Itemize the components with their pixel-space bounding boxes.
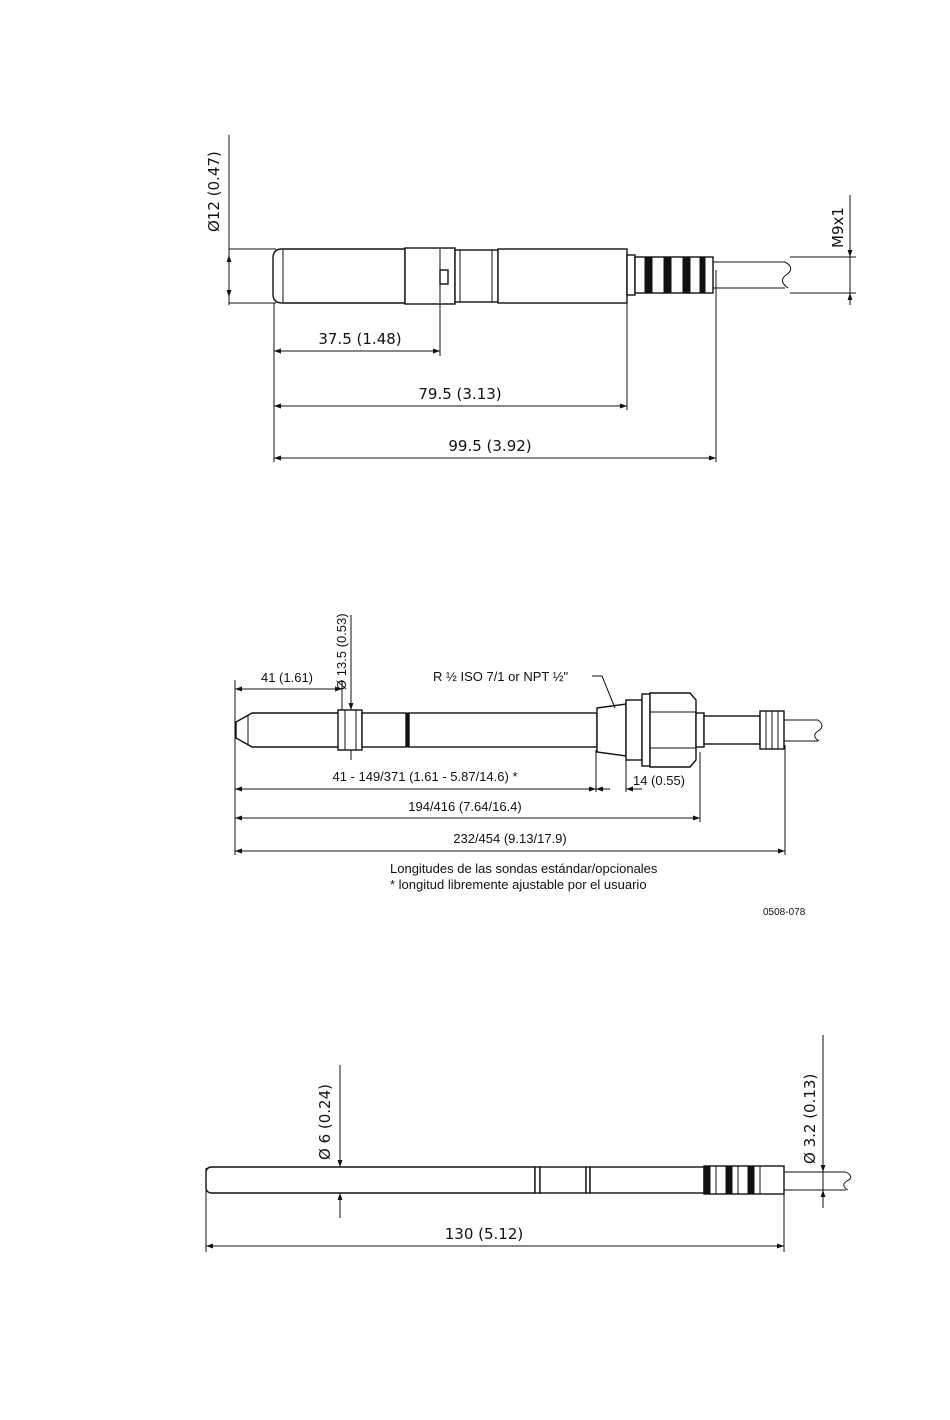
probe-collar bbox=[338, 710, 362, 750]
fitting-flange bbox=[642, 694, 650, 766]
probe-filter-cap bbox=[273, 249, 405, 303]
probe-tip bbox=[236, 713, 342, 747]
cable-break bbox=[815, 720, 822, 741]
connector-ring bbox=[748, 1167, 754, 1193]
probe-joint bbox=[535, 1167, 540, 1193]
dimension-label: 99.5 (3.92) bbox=[448, 437, 532, 455]
probe-section bbox=[540, 1167, 586, 1193]
probe-rod bbox=[704, 716, 760, 744]
length-label: 194/416 (7.64/16.4) bbox=[408, 799, 522, 814]
probe-shaft bbox=[206, 1167, 535, 1193]
diameter-label: Ø 13.5 (0.53) bbox=[334, 613, 349, 690]
fitting-ring bbox=[696, 713, 704, 747]
probe-top-drawing bbox=[205, 135, 856, 462]
cable-diameter-label: Ø 3.2 (0.13) bbox=[801, 1073, 819, 1164]
probe-body bbox=[498, 249, 627, 303]
diameter-label: Ø 6 (0.24) bbox=[316, 1084, 334, 1160]
cable-break bbox=[782, 262, 790, 288]
dimension-label: 37.5 (1.48) bbox=[318, 330, 402, 348]
length-label: 232/454 (9.13/17.9) bbox=[453, 831, 567, 846]
dimension-label: 79.5 (3.13) bbox=[418, 385, 502, 403]
connector-base bbox=[627, 255, 635, 295]
nut-length-label: 14 (0.55) bbox=[632, 773, 686, 788]
cable bbox=[784, 1172, 846, 1190]
leader-line bbox=[592, 676, 615, 708]
connector-ring bbox=[645, 258, 652, 292]
probe-section bbox=[590, 1167, 704, 1193]
probe-bottom-drawing bbox=[206, 1035, 851, 1252]
connector-ring bbox=[664, 258, 671, 292]
thread-label: R ½ ISO 7/1 or NPT ½" bbox=[433, 669, 569, 684]
cable-break bbox=[844, 1172, 851, 1190]
connector-ring bbox=[704, 1167, 710, 1193]
probe-notch bbox=[440, 270, 448, 284]
drawing-code: 0508-078 bbox=[763, 907, 806, 918]
cable bbox=[784, 720, 818, 741]
connector-ring bbox=[700, 258, 705, 292]
connector-ring bbox=[726, 1167, 732, 1193]
hex-nut bbox=[650, 693, 696, 767]
length-label: 130 (5.12) bbox=[444, 1225, 524, 1243]
diameter-label: Ø12 (0.47) bbox=[205, 151, 223, 232]
probe-middle-drawing bbox=[235, 613, 822, 918]
note-line: * longitud libremente ajustable por el usuario bbox=[390, 877, 647, 892]
probe-shaft bbox=[362, 713, 406, 747]
probe-shaft bbox=[409, 713, 597, 747]
thread-fitting bbox=[597, 704, 626, 756]
tip-length-label: 41 (1.61) bbox=[260, 670, 314, 685]
note-line: Longitudes de las sondas estándar/opcionales bbox=[390, 861, 658, 876]
cable bbox=[713, 262, 785, 288]
adjustable-length-label: 41 - 149/371 (1.61 - 5.87/14.6) * bbox=[332, 769, 518, 784]
connector-ring bbox=[683, 258, 690, 292]
fitting-body bbox=[626, 700, 642, 760]
thread-label: M9x1 bbox=[829, 207, 847, 248]
